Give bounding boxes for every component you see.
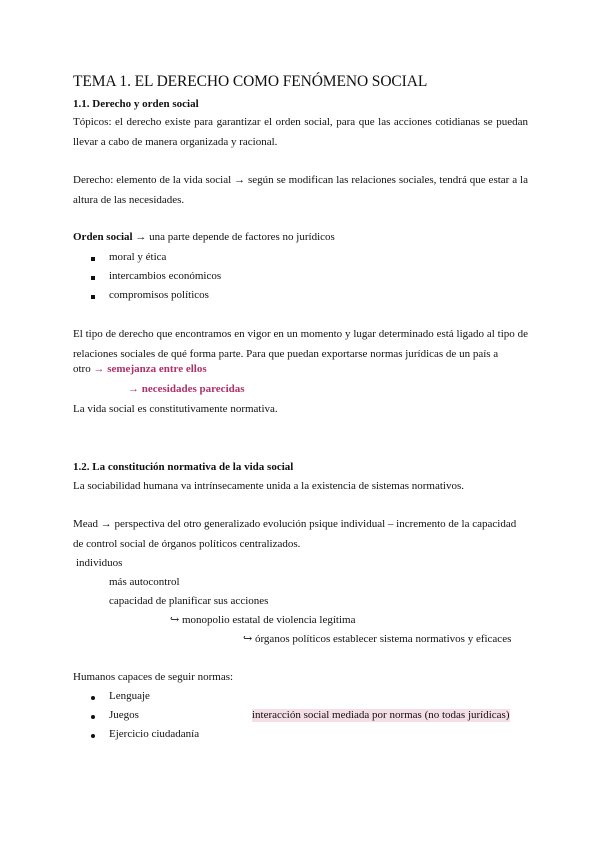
orden-social-line (73, 231, 335, 244)
paragraph-sociabilidad: La sociabilidad humana va intrínsecamente unida a la existencia de sistemas normativos. (73, 480, 464, 492)
paragraph-vida-social: La vida social es constitutivamente normativa. (73, 403, 278, 415)
section-2-heading: 1.2. La constitución normativa de la vida social (73, 461, 294, 473)
round-bullet-icon (91, 734, 95, 738)
otro-word: otro (73, 363, 91, 375)
round-bullet-icon (91, 696, 95, 700)
organos-label: ↪ órganos políticos establecer sistema normativos y eficaces (243, 633, 512, 645)
section-1-heading: 1.1. Derecho y orden social (73, 98, 199, 110)
list-item: intercambios económicos (109, 270, 222, 282)
autocontrol-label: más autocontrol (109, 576, 180, 588)
arrow-semejanza: → semejanza entre ellos (93, 363, 207, 375)
page-title: TEMA 1. EL DERECHO COMO FENÓMENO SOCIAL (73, 73, 428, 90)
paragraph-derecho: Derecho: elemento de la vida social → según se modifican las relaciones sociales, tendrá que estar a la altura de las necesidades. (73, 174, 528, 206)
capacidad-label: capacidad de planificar sus acciones (109, 595, 269, 607)
orden-social-text: → una parte depende de factores no jurídicos (132, 231, 335, 243)
list-item: Lenguaje (109, 690, 150, 702)
list-item: Juegos (109, 709, 139, 721)
individuos-label: individuos (76, 557, 123, 569)
monopolio-label: ↪ monopolio estatal de violencia legítima (170, 614, 356, 626)
square-bullet-icon (91, 276, 95, 280)
square-bullet-icon (91, 295, 95, 299)
list-item: compromisos políticos (109, 289, 209, 301)
otro-line (73, 363, 207, 376)
humanos-label: Humanos capaces de seguir normas: (73, 671, 234, 683)
paragraph-tipo-derecho: El tipo de derecho que encontramos en vigor en un momento y lugar determinado está ligado al tipo de relaciones sociales de qué forma parte. Para que puedan exportarse normas jurídicas de un país a (73, 328, 528, 360)
paragraph-mead-line-1: Mead → perspectiva del otro generalizado evolución psique individual – incremento de la capacidad (73, 518, 517, 530)
interaccion-highlight: interacción social mediada por normas (no todas jurídicas) (252, 709, 510, 721)
list-item: moral y ética (109, 251, 167, 263)
arrow-necesidades: → necesidades parecidas (128, 383, 245, 395)
square-bullet-icon (91, 257, 95, 261)
paragraph-mead-line-2: de control social de órganos políticos centralizados. (73, 538, 301, 550)
list-item: Ejercicio ciudadanía (109, 728, 200, 740)
round-bullet-icon (91, 715, 95, 719)
paragraph-topicos: Tópicos: el derecho existe para garantizar el orden social, para que las acciones cotidianas se puedan llevar a cabo de manera organizada y racional. (73, 116, 528, 148)
orden-social-label: Orden social (73, 231, 133, 243)
